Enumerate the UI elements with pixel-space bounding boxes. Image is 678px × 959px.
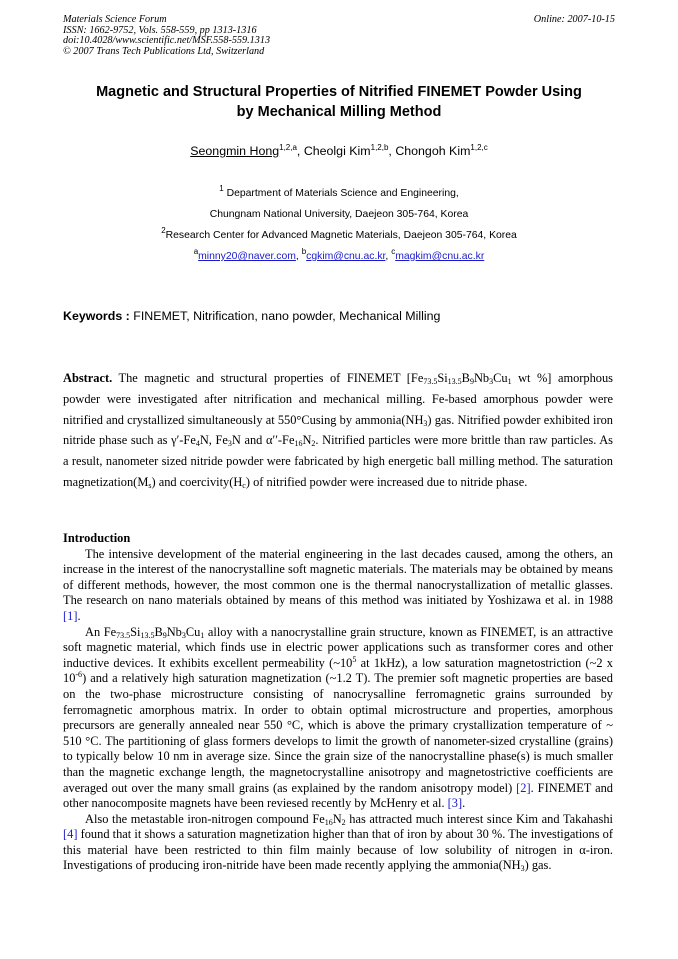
citation-link[interactable]: [4] xyxy=(63,827,78,842)
affiliation-2: $^2$Research Center for Advanced Magnetic Materials, Daejeon 305-764, Korea xyxy=(161,226,517,241)
introduction-section xyxy=(63,531,613,874)
journal-header xyxy=(63,15,615,57)
online-date: Online: 2007-10-15 xyxy=(533,14,615,25)
issn-line: ISSN: 1662-9752, Vols. 558-559, pp 1313-1316 xyxy=(63,24,257,36)
copyright-line: © 2007 Trans Tech Publications Ltd, Switzerland xyxy=(63,45,265,57)
email-link[interactable]: minny20@naver.com xyxy=(198,251,296,262)
author-sup: 1,2,c xyxy=(470,143,488,152)
citation-link[interactable]: [1] xyxy=(63,608,78,623)
author-name: Cheolgi Kim xyxy=(303,144,371,158)
section-heading: Introduction xyxy=(63,531,131,545)
abstract-label: Abstract. xyxy=(63,371,113,385)
journal-name: Materials Science Forum xyxy=(63,14,167,25)
citation-link[interactable]: [3] xyxy=(447,796,463,811)
doi-line: doi:10.4028/www.scientific.net/MSF.558-559.1313 xyxy=(63,35,271,47)
title-line-2: by Mechanical Milling Method xyxy=(236,104,442,120)
abstract: Abstract. The magnetic and structural properties of FINEMET [$Fe_{73.5}Si_{13.5}B_9Nb_3Cu_1$ wt %] amorphous powder were investigated after nitrification and mechanical milling. Fe-based amorphous powder were nitrified and crystallized simultaneously at 550°Cusing by $ammonia(NH_3)$ gas. Nitrified powder exhibited iron nitride phase such as $\gamma'-Fe_4N$, $Fe_3N$ and $\alpha''-Fe_{16}N_2$. Nitrified particles were more brittle than raw particles. As a result, nanometer sized nitride powder were fabricated by high energetic ball milling method. The saturation $magnetization(M_s)$ and $coercivity(H_c)$ of nitrified powder were increased due to nitride phase. xyxy=(63,371,614,490)
citation-link[interactable]: [2] xyxy=(516,780,531,795)
affiliation-1: $^1$ Department of Materials Science and Engineering, xyxy=(219,184,459,199)
title-line-1: Magnetic and Structural Properties of Nitrified FINEMET Powder Using xyxy=(96,84,582,100)
email-link[interactable]: magkim@cnu.ac.kr xyxy=(395,251,485,262)
keywords-label: Keywords : xyxy=(63,309,130,323)
keywords-text: FINEMET, Nitrification, nano powder, Mechanical Milling xyxy=(133,309,441,323)
keywords xyxy=(63,309,623,323)
author-name: Seongmin Hong xyxy=(190,144,280,158)
affiliations xyxy=(0,183,678,267)
email-list: $^a$minny20@naver.com, $^b$cgkim@cnu.ac.kr, $^c$magkim@cnu.ac.kr xyxy=(193,247,485,262)
paper-title xyxy=(40,82,638,122)
author-name: Chongoh Kim xyxy=(395,144,471,158)
author-sup: 1,2,a xyxy=(279,143,297,152)
author-list: Seongmin Hong$^{1,2,a}$, Cheolgi Kim$^{1,2,b}$, Chongoh Kim$^{1,2,c}$ xyxy=(190,143,488,158)
paragraph: The intensive development of the material engineering in the last decades caused, among the others, an increase in the interest of the nanocrystalline soft magnetic materials. The materials may be obtained by means of different methods, however, the most common one is the thermal nanocrystallization of metallic glasses. The research on nano materials obtained by means of this method was initiated by Yoshizawa et al. in 1988 [1]. xyxy=(63,546,613,623)
author-sup: 1,2,b xyxy=(370,143,389,152)
paragraph: Also the metastable iron-nitrogen compound $Fe_{16}N_2$ has attracted much interest since Kim and Takahashi [4] found that it shows a saturation magnetization higher than that of iron by about 30 %. The investigations of this material have been restricted to thin film mainly because of low solubility of nitrogen in α-iron. Investigations of producing iron-nitride have been made recently applying the $ammonia(NH_3)$ gas. xyxy=(63,811,614,874)
email-link[interactable]: cgkim@cnu.ac.kr xyxy=(306,251,386,262)
affiliation-1-address: Chungnam National University, Daejeon 305-764, Korea xyxy=(209,209,469,220)
paragraph: An $Fe_{73.5}Si_{13.5}B_9Nb_3Cu_1$ alloy with a nanocrystalline grain structure, known as FINEMET, is an attractive soft magnetic material, which finds use in electric power applications such as transformer cores and other inductive devices. It exhibits excellent permeability ($\sim 10^5$ at 1kHz), a low saturation magnetostriction (~2 x $10^{-6}$) and a relatively high saturation magnetization (~1.2 T). The premier soft magnetic properties are based on the two-phase microstructure consisting of nanocrysalline ferromagnetic grains surrounded by ferromagnetic amorphous matrix. In order to obtain optimal microstructure and properties, amorphous precursors are generally annealed near 550 °C, which is above the primary crystallization temperature of ~ 510 °C. The partitioning of glass formers develops to limit the growth of nanometer-sized crystalline (grains) to typically below 10 nm in average size. Since the grain size of the nanocrystalline phase(s) is much smaller than the magnetic exchange length, the magnetocrystalline anisotropy and magnetostrictive coefficients are averaged out over the many small grains (as explained by the random anisotropy model) [2]. FINEMET and other nanocomposite magnets have been reviesed recently by McHenry et al. [3]. xyxy=(63,624,613,811)
